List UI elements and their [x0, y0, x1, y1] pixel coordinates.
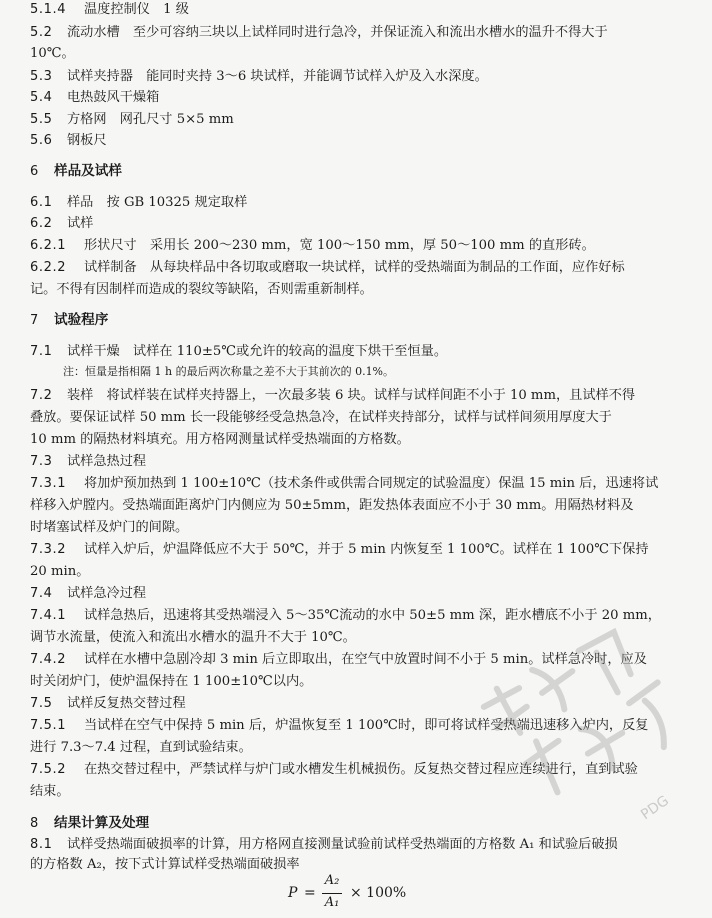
clause-text: 装样 将试样装在试样夹持器上，一次最多装 6 块。试样与试样间距不小于 10 mm，且试样不得	[67, 388, 636, 403]
clause-number: 7.5	[30, 696, 53, 711]
formula-rhs: × 100%	[350, 885, 407, 901]
clause-text: 的方格数 A₂，按下式计算试样受热端面破损率	[30, 857, 300, 872]
clause-text: 时关闭炉门，使炉温保持在 1 100±10℃以内。	[30, 674, 313, 689]
section-title: 结果计算及处理	[54, 815, 150, 831]
section-number: 7	[30, 313, 39, 328]
clause-text: 叠放。要保证试样 50 mm 长一段能够经受急热急冷，在试样夹持部分，试样与试样间须用厚度大于	[30, 410, 612, 425]
note-text: 注：恒量是指相隔 1 h 的最后两次称量之差不大于其前次的 0.1%。	[63, 365, 395, 378]
clause-number: 5.2	[30, 25, 53, 40]
section-title: 试验程序	[54, 312, 109, 328]
clause-text: 试样急热过程	[67, 454, 147, 469]
clause-text: 方格网 网孔尺寸 5×5 mm	[67, 112, 234, 127]
clause-number: 6.1	[30, 195, 53, 210]
clause-number: 7.3.2	[30, 542, 67, 557]
clause-text: 试样急冷过程	[67, 586, 147, 601]
clause-number: 7.2	[30, 388, 53, 403]
damage-rate-formula	[0, 873, 712, 917]
formula-denominator: A₁	[324, 895, 340, 910]
clause-text: 试样	[67, 216, 94, 231]
section-number: 6	[30, 164, 39, 179]
clause-number: 6.2.2	[30, 260, 67, 275]
pdg-watermark: PDG	[638, 792, 672, 824]
clause-text: 流动水槽 至少可容纳三块以上试样同时进行急冷，并保证流入和流出水槽水的温升不得大于	[67, 25, 608, 40]
clause-number: 5.3	[30, 69, 53, 84]
clause-number: 7.4.1	[30, 608, 67, 623]
clause-text: 进行 7.3～7.4 过程，直到试验结束。	[30, 740, 252, 755]
clause-text: 在热交替过程中，严禁试样与炉门或水槽发生机械损伤。反复热交替过程应连续进行，直到试验	[84, 762, 638, 777]
clause-text: 形状尺寸 采用长 200～230 mm，宽 100～150 mm，厚 50～100 mm 的直形砖。	[84, 238, 595, 253]
clause-number: 7.4.2	[30, 652, 67, 667]
clause-text: 20 min。	[30, 564, 90, 579]
clause-text: 样移入炉膛内。受热端面距离炉门内侧应为 50±5mm，距发热体表面应不小于 30 mm。用隔热材料及	[30, 498, 634, 513]
clause-text: 试样入炉后，炉温降低应不大于 50℃，并于 5 min 内恢复至 1 100℃。试样在 1 100℃下保持	[84, 542, 649, 557]
clause-text: 10 mm 的隔热材料填充。用方格网测量试样受热端面的方格数。	[30, 432, 410, 447]
clause-number: 5.5	[30, 112, 53, 127]
formula-equals: =	[304, 885, 316, 901]
clause-number: 5.4	[30, 90, 53, 105]
clause-number: 7.3.1	[30, 476, 67, 491]
clause-number: 6.2.1	[30, 238, 67, 253]
clause-number: 5.1.4	[30, 2, 67, 17]
formula-lhs: P	[288, 885, 298, 901]
section-title: 样品及试样	[54, 163, 122, 179]
clause-text: 结束。	[30, 784, 70, 799]
clause-number: 8.1	[30, 837, 53, 852]
clause-text: 电热鼓风干燥箱	[67, 90, 160, 105]
clause-text: 样品 按 GB 10325 规定取样	[67, 195, 248, 210]
section-number: 8	[30, 816, 39, 831]
clause-text: 温度控制仪 1 级	[84, 2, 189, 17]
clause-text: 试样受热端面破损率的计算，用方格网直接测量试验前试样受热端面的方格数 A₁ 和试验后破损	[67, 837, 618, 852]
clause-number: 7.4	[30, 586, 53, 601]
clause-number: 7.3	[30, 454, 53, 469]
clause-number: 7.5.1	[30, 718, 67, 733]
clause-text: 当试样在空气中保持 5 min 后，炉温恢复至 1 100℃时，即可将试样受热端迅速移入炉内，反复	[84, 718, 649, 733]
clause-number: 7.1	[30, 344, 53, 359]
clause-text: 时堵塞试样及炉门的间隙。	[30, 520, 189, 535]
clause-number: 7.5.2	[30, 762, 67, 777]
stamp-glyphs	[452, 596, 704, 831]
fraction-bar	[322, 893, 342, 894]
clause-text: 试样在水槽中急剧冷却 3 min 后立即取出，在空气中放置时间不小于 5 min。试样急冷时，应及	[84, 652, 647, 667]
clause-text: 钢板尺	[67, 133, 107, 148]
clause-number: 5.6	[30, 133, 53, 148]
clause-text: 试样干燥 试样在 110±5℃或允许的较高的温度下烘干至恒量。	[67, 344, 448, 359]
clause-text: 调节水流量，使流入和流出水槽水的温升不大于 10℃。	[30, 630, 356, 645]
clause-text: 试样夹持器 能同时夹持 3～6 块试样，并能调节试样入炉及入水深度。	[67, 69, 488, 84]
formula-numerator: A₂	[324, 873, 340, 888]
clause-text: 试样制备 从每块样品中各切取或磨取一块试样，试样的受热端面为制品的工作面，应作好标	[84, 260, 625, 275]
clause-text: 试样反复热交替过程	[67, 696, 186, 711]
clause-number: 6.2	[30, 216, 53, 231]
clause-text: 将加炉预加热到 1 100±10℃（技术条件或供需合同规定的试验温度）保温 15 min 后，迅速将试	[84, 476, 659, 491]
clause-text: 10℃。	[30, 46, 75, 61]
clause-text: 记。不得有因制样而造成的裂纹等缺陷，否则需重新制样。	[30, 282, 373, 297]
clause-text: 试样急热后，迅速将其受热端浸入 5～35℃流动的水中 50±5 mm 深，距水槽底不小于 20 mm，	[84, 608, 661, 623]
